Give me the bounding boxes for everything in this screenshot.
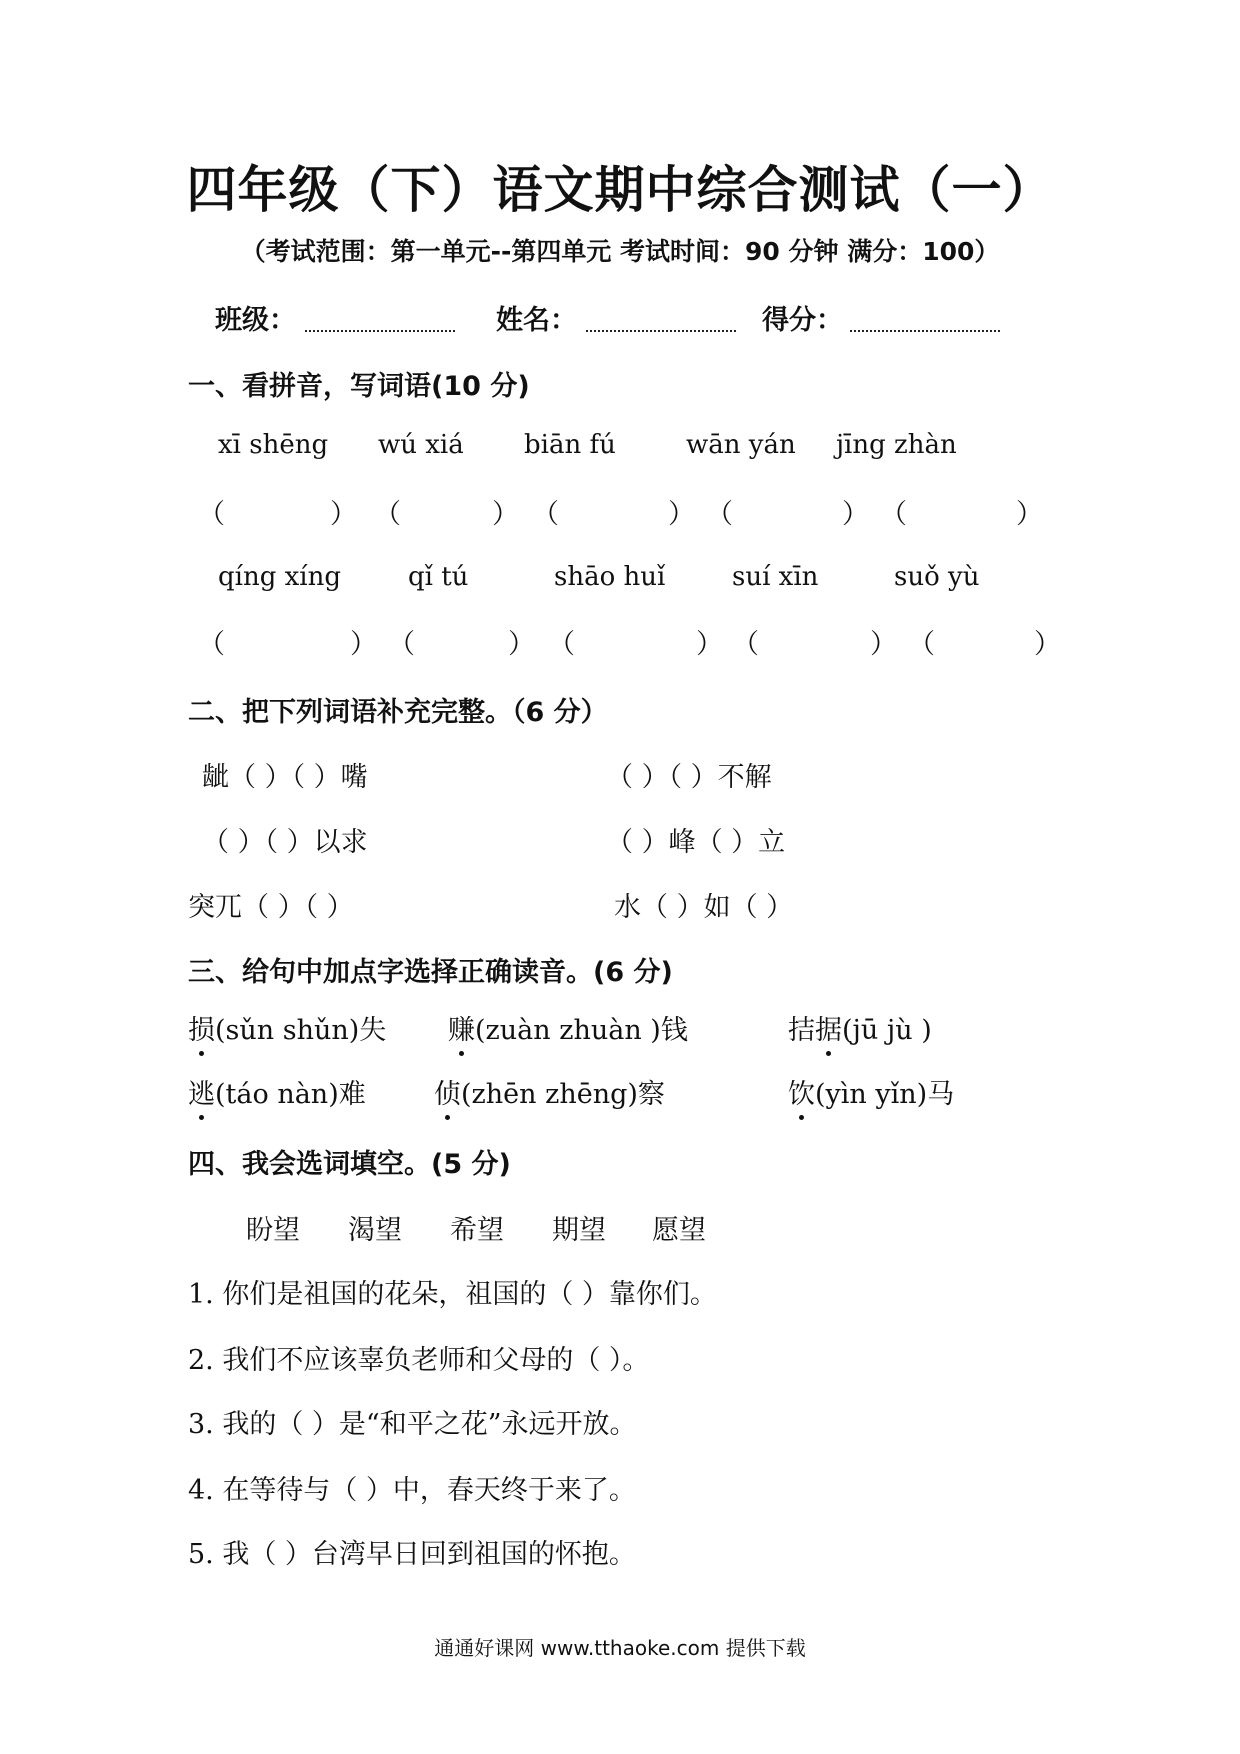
- section4-heading: 四、我会选词填空。(5 分): [188, 1149, 511, 1180]
- answer-paren-open: （: [198, 629, 225, 660]
- word-choice: 希望: [450, 1215, 504, 1246]
- word-choice: 期望: [552, 1215, 606, 1246]
- word-choice: 盼望: [246, 1215, 300, 1246]
- answer-paren-close: ）: [350, 629, 377, 660]
- pinyin-item: qíng xíng: [218, 562, 341, 592]
- name-label: 姓名：: [496, 305, 577, 336]
- idiom-item: （ ）峰（ ）立: [606, 827, 786, 858]
- dotted-char: 逃: [188, 1072, 215, 1111]
- pinyin-item: xī shēng: [218, 430, 329, 460]
- fill-sentence: 4. 在等待与（ ）中，春天终于来了。: [188, 1475, 636, 1506]
- score-label: 得分：: [762, 305, 843, 336]
- idiom-item: 突兀（ ）（ ）: [188, 892, 354, 923]
- idiom-item: 水（ ）如（ ）: [614, 892, 794, 923]
- answer-paren-open: （: [706, 499, 733, 530]
- exam-subtitle: （考试范围：第一单元--第四单元 考试时间：90 分钟 满分：100）: [240, 237, 1000, 266]
- word-choice: 渴望: [348, 1215, 402, 1246]
- answer-paren-open: （: [374, 499, 401, 530]
- pinyin-item: jīng zhàn: [836, 430, 957, 460]
- answer-paren-open: （: [908, 629, 935, 660]
- reading-item: 侦(zhēn zhēng)察: [434, 1072, 665, 1111]
- fill-sentence: 5. 我（ ）台湾早日回到祖国的怀抱。: [188, 1539, 636, 1570]
- answer-paren-open: （: [198, 499, 225, 530]
- answer-paren-open: （: [388, 629, 415, 660]
- answer-paren-open: （: [880, 499, 907, 530]
- pinyin-item: wān yán: [686, 430, 796, 460]
- pinyin-item: suí xīn: [732, 562, 819, 592]
- dotted-char: 饮: [788, 1072, 815, 1111]
- pinyin-item: qǐ tú: [408, 562, 469, 592]
- class-field[interactable]: [305, 300, 455, 332]
- answer-paren-close: ）: [668, 499, 695, 530]
- answer-paren-close: ）: [492, 499, 519, 530]
- score-field[interactable]: [850, 300, 1000, 332]
- section2-heading: 二、把下列词语补充完整。（6 分）: [188, 697, 608, 728]
- dotted-char: 据: [815, 1008, 842, 1047]
- answer-paren-close: ）: [508, 629, 535, 660]
- reading-item: 拮据(jū jù ): [788, 1008, 932, 1047]
- dotted-char: 赚: [448, 1008, 475, 1047]
- section3-heading: 三、给句中加点字选择正确读音。(6 分): [188, 957, 673, 988]
- pinyin-item: biān fú: [524, 430, 616, 460]
- idiom-item: 龇（ ）（ ）嘴: [202, 762, 368, 793]
- idiom-item: （ ）（ ）不解: [606, 762, 772, 793]
- dotted-char: 损: [188, 1008, 215, 1047]
- pinyin-item: shāo huǐ: [554, 562, 666, 592]
- answer-paren-close: ）: [330, 499, 357, 530]
- answer-paren-open: （: [732, 629, 759, 660]
- name-field[interactable]: [586, 300, 736, 332]
- answer-paren-close: ）: [842, 499, 869, 530]
- answer-paren-open: （: [548, 629, 575, 660]
- page-title: 四年级（下）语文期中综合测试（一）: [186, 161, 1054, 219]
- word-choice: 愿望: [652, 1215, 706, 1246]
- answer-paren-open: （: [532, 499, 559, 530]
- reading-item: 饮(yìn yǐn)马: [788, 1072, 954, 1111]
- pinyin-item: suǒ yù: [894, 562, 980, 592]
- reading-item: 赚(zuàn zhuàn )钱: [448, 1008, 688, 1047]
- footer-credit: 通通好课网 www.tthaoke.com 提供下载: [434, 1636, 806, 1660]
- class-label: 班级：: [215, 305, 296, 336]
- fill-sentence: 2. 我们不应该辜负老师和父母的（ ）。: [188, 1345, 650, 1376]
- fill-sentence: 3. 我的（ ）是“和平之花”永远开放。: [188, 1409, 637, 1440]
- answer-paren-close: ）: [696, 629, 723, 660]
- dotted-char: 侦: [434, 1072, 461, 1111]
- answer-paren-close: ）: [1034, 629, 1061, 660]
- answer-paren-close: ）: [870, 629, 897, 660]
- pinyin-item: wú xiá: [378, 430, 464, 460]
- reading-item: 损(sǔn shǔn)失: [188, 1008, 386, 1047]
- section1-heading: 一、看拼音，写词语(10 分): [188, 371, 530, 402]
- reading-item: 逃(táo nàn)难: [188, 1072, 366, 1111]
- idiom-item: （ ）（ ）以求: [202, 827, 368, 858]
- answer-paren-close: ）: [1016, 499, 1043, 530]
- fill-sentence: 1. 你们是祖国的花朵，祖国的（ ）靠你们。: [188, 1279, 717, 1310]
